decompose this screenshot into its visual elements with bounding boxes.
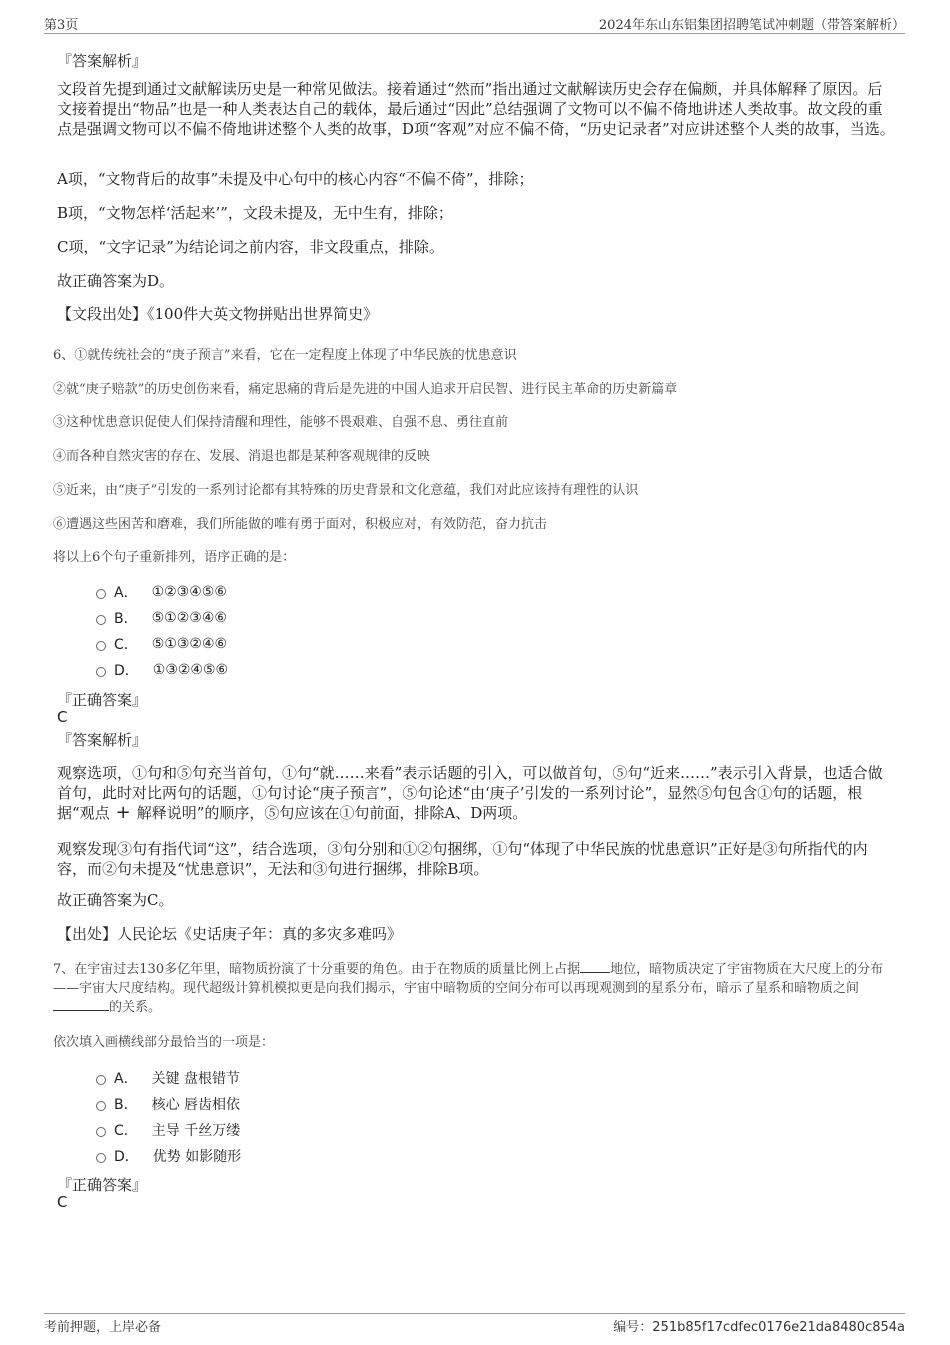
q6-option-a[interactable]	[96, 582, 227, 602]
q5-option-c-analysis: C项，“文字记录”为结论词之前内容，非文段重点，排除。	[57, 238, 444, 256]
q7-option-a[interactable]	[96, 1068, 240, 1088]
q6-analysis-paragraph-1	[57, 763, 895, 823]
q5-analysis-label: 『答案解析』	[57, 52, 148, 70]
plus-sign: +	[115, 802, 131, 823]
q6-correct-answer: C	[57, 708, 68, 726]
option-key: B．	[114, 611, 138, 627]
q7-correct-answer-label: 『正确答案』	[57, 1176, 148, 1194]
option-text: ①②③④⑤⑥	[151, 584, 227, 600]
code-value: 251b85f17cdfec0176e21da8480c854a	[652, 1320, 905, 1335]
q5-conclusion: 故正确答案为D。	[57, 272, 175, 290]
document-code	[613, 1316, 905, 1335]
q6-source: 【出处】人民论坛《史话庚子年：真的多灾多难吗》	[57, 925, 403, 943]
radio-button-icon[interactable]	[96, 667, 106, 677]
q6-conclusion: 故正确答案为C。	[57, 891, 174, 909]
q7-blank-2	[53, 1010, 109, 1011]
option-key: A．	[114, 585, 138, 601]
q7-option-c[interactable]	[96, 1120, 240, 1140]
q6-analysis-label: 『答案解析』	[57, 731, 148, 749]
q7-blank-1	[580, 972, 610, 973]
q7-prompt: 依次填入画横线部分最恰当的一项是：	[53, 1035, 275, 1050]
footer-slogan: 考前押题，上岸必备	[44, 1320, 162, 1335]
q6-sentence-5: ⑤近来，由“庚子”引发的一系列讨论都有其特殊的历史背景和文化意蕴，我们对此应该持有理性的认识	[53, 483, 639, 498]
radio-button-icon[interactable]	[96, 1101, 106, 1111]
option-text: 优势 如影随形	[152, 1149, 242, 1165]
option-text: ①③②④⑤⑥	[152, 662, 229, 678]
q6-analysis-part-a: 观察选项，①句和⑤句充当首句，①句“就……来看”表示话题的引入，可以做首句，⑤句“近来……”表示引入背景，也适合做首句，此时对比两句的话题，①句讨论“庚子预言”，⑤句论述“由‘庚子’引发的一系列讨论”，显然⑤句包含①句的话题，根据“观点	[57, 764, 883, 822]
radio-button-icon[interactable]	[96, 1153, 106, 1163]
option-text: 关键 盘根错节	[151, 1071, 241, 1087]
option-key: C．	[114, 637, 138, 653]
q5-source: 【文段出处】《100件大英文物拼贴出世界简史》	[57, 305, 379, 323]
q7-stem-part-c: 的关系。	[109, 1000, 162, 1015]
radio-button-icon[interactable]	[96, 615, 106, 625]
footer-divider	[44, 1313, 905, 1314]
q6-sentence-6: ⑥遭遇这些困苦和磨难，我们所能做的唯有勇于面对，积极应对，有效防范，奋力抗击	[53, 517, 548, 532]
option-key: A．	[114, 1071, 138, 1087]
radio-button-icon[interactable]	[96, 589, 106, 599]
q6-sentence-1: 6、①就传统社会的“庚子预言”来看，它在一定程度上体现了中华民族的忧患意识	[53, 348, 517, 363]
q6-sentence-4: ④而各种自然灾害的存在、发展、消退也都是某种客观规律的反映	[53, 449, 431, 464]
q6-correct-answer-label: 『正确答案』	[57, 691, 148, 709]
option-text: 核心 唇齿相依	[151, 1097, 241, 1113]
q6-prompt: 将以上6个句子重新排列，语序正确的是：	[53, 550, 296, 565]
option-text: ⑤①②③④⑥	[151, 610, 227, 626]
q6-option-d[interactable]	[96, 660, 228, 680]
q6-option-c[interactable]	[96, 634, 227, 654]
document-title: 2024年东山东铝集团招聘笔试冲刺题（带答案解析）	[598, 18, 905, 33]
q6-sentence-2: ②就“庚子赔款”的历史创伤来看，痛定思痛的背后是先进的中国人追求开启民智、进行民主革命的历史新篇章	[53, 382, 678, 397]
q7-option-d[interactable]	[96, 1146, 241, 1166]
option-text: ⑤①③②④⑥	[151, 636, 228, 652]
q7-option-b[interactable]	[96, 1094, 240, 1114]
q6-sentence-3: ③这种忧患意识促使人们保持清醒和理性，能够不畏艰难、自强不息、勇往直前	[53, 415, 509, 430]
q5-option-b-analysis: B项，“文物怎样‘活起来’”，文段未提及，无中生有，排除；	[57, 204, 453, 222]
q7-correct-answer: C	[57, 1193, 68, 1211]
option-key: C．	[114, 1123, 138, 1139]
page-number: 第3页	[44, 18, 79, 33]
q5-analysis-paragraph: 文段首先提到通过文献解读历史是一种常见做法。接着通过“然而”指出通过文献解读历史会存在偏颇，并具体解释了原因。后文接着提出“物品”也是一种人类表达自己的载体，最后通过“因此”总结强调了文物可以不偏不倚地讲述人类故事。故文段的重点是强调文物可以不偏不倚地讲述整个人类的故事，D项“客观”对应不偏不倚，“历史记录者”对应讲述整个人类的故事，当选。	[57, 80, 895, 138]
radio-button-icon[interactable]	[96, 1075, 106, 1085]
q7-stem-part-b: 地位，暗物质决定了宇宙物质在大尺度上的分布——宇宙大尺度结构。现代超级计算机模拟更是向我们揭示，宇宙中暗物质的空间分布可以再现观测到的星系分布，暗示了星系和暗物质之间	[53, 962, 884, 996]
q6-analysis-paragraph-2: 观察发现③句有指代词“这”，结合选项，③句分别和①②句捆绑，①句“体现了中华民族的忧患意识”正好是③句所指代的内容，而②句未提及“忧患意识”，无法和③句进行捆绑，排除B项。	[57, 840, 868, 878]
code-label: 编号：	[613, 1320, 653, 1335]
q7-stem-part-a: 7、在宇宙过去130多亿年里，暗物质扮演了十分重要的角色。由于在物质的质量比例上占据	[53, 962, 581, 977]
option-key: B．	[114, 1097, 138, 1113]
radio-button-icon[interactable]	[96, 1127, 106, 1137]
option-key: D．	[114, 663, 139, 679]
q6-option-b[interactable]	[96, 608, 227, 628]
q5-option-a-analysis: A项，“文物背后的故事”未提及中心句中的核心内容“不偏不倚”，排除；	[57, 170, 534, 188]
radio-button-icon[interactable]	[96, 641, 106, 651]
q6-analysis-part-b: 解释说明”的顺序，⑤句应该在①句前面，排除A、D两项。	[136, 804, 528, 822]
header-divider	[44, 33, 905, 34]
option-text: 主导 千丝万缕	[151, 1123, 241, 1139]
q7-stem	[53, 960, 903, 1017]
option-key: D．	[114, 1149, 139, 1165]
